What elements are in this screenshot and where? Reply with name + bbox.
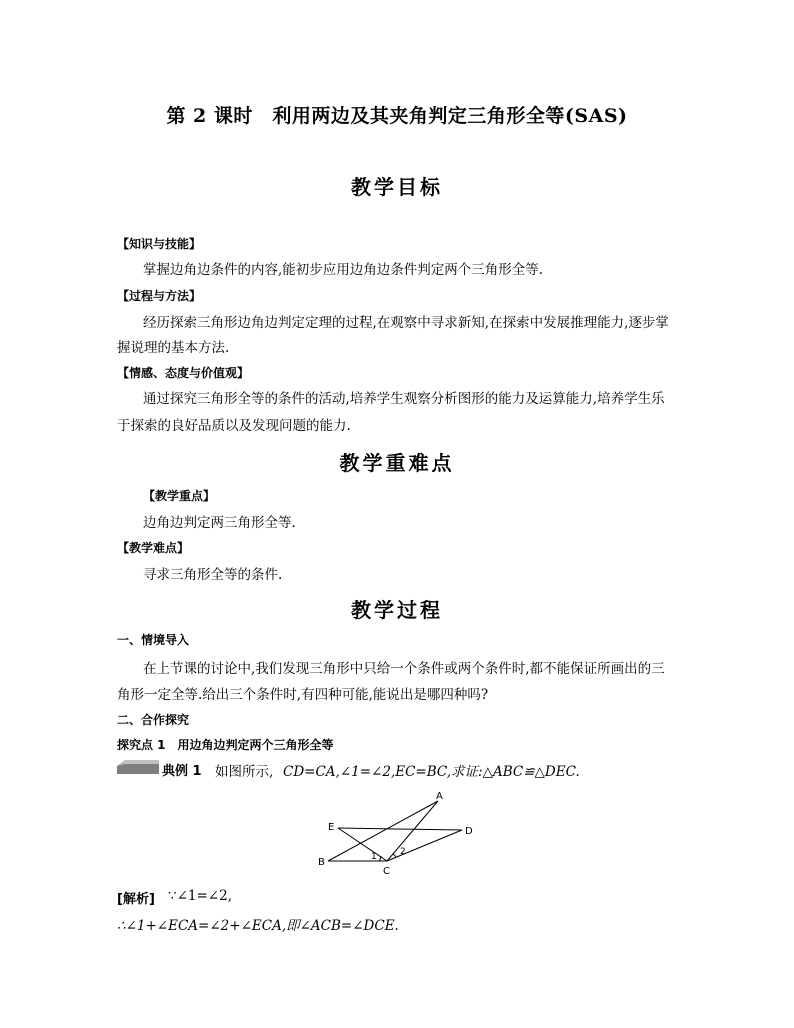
point-label-D: D <box>465 826 473 837</box>
page-title: 第 2 课时 利用两边及其夹角判定三角形全等(SAS) <box>166 105 628 127</box>
geometry-figure <box>310 788 485 878</box>
part2-heading: 二、合作探究 <box>117 713 190 727</box>
section-heading-key-difficult: 教学重难点 <box>339 451 455 475</box>
example-marker-icon <box>117 760 159 774</box>
angle-2-arc <box>393 854 396 857</box>
segment-CD <box>387 830 462 861</box>
part1-text-line1: 在上节课的讨论中,我们发现三角形中只给一个条件或两个条件时,都不能保证所画出的三 <box>143 661 665 677</box>
example-text: CD=CA,∠1=∠2,EC=BC,求证:△ABC≌△DEC. <box>283 764 580 780</box>
analysis-line2: ∴∠1+∠ECA=∠2+∠ECA,即∠ACB=∠DCE. <box>117 918 399 934</box>
process-methods-label: 【过程与方法】 <box>117 289 202 303</box>
example-text-prefix: 如图所示, <box>215 764 274 780</box>
analysis-line1: ∵∠1=∠2, <box>168 888 232 904</box>
section-heading-objectives: 教学目标 <box>351 175 443 199</box>
process-methods-text-line2: 握说理的基本方法. <box>117 340 230 356</box>
segment-CA <box>387 801 438 861</box>
segment-BA <box>328 801 438 861</box>
point-label-A: A <box>436 791 443 802</box>
point-label-E: E <box>328 822 335 833</box>
segment-ED <box>338 828 462 830</box>
point-label-B: B <box>318 857 325 868</box>
point-label-C: C <box>383 866 390 877</box>
analysis-label: [解析] <box>117 892 155 907</box>
knowledge-skills-text: 掌握边角边条件的内容,能初步应用边角边条件判定两个三角形全等. <box>143 262 544 278</box>
emotion-values-label: 【情感、态度与价值观】 <box>117 366 250 380</box>
knowledge-skills-label: 【知识与技能】 <box>117 237 202 251</box>
emotion-values-text-line1: 通过探究三角形全等的条件的活动,培养学生观察分析图形的能力及运算能力,培养学生乐 <box>143 391 665 407</box>
process-methods-text-line1: 经历探索三角形边角边判定定理的过程,在观察中寻求新知,在探索中发展推理能力,逐步掌 <box>143 315 669 331</box>
explore-point-heading: 探究点 1 用边角边判定两个三角形全等 <box>117 738 334 752</box>
difficult-point-text: 寻求三角形全等的条件. <box>143 567 283 583</box>
part1-heading: 一、情境导入 <box>117 633 190 647</box>
key-point-text: 边角边判定两三角形全等. <box>143 515 296 531</box>
emotion-values-text-line2: 于探索的良好品质以及发现问题的能力. <box>117 418 351 434</box>
angle-label-2: 2 <box>400 847 406 857</box>
part1-text-line2: 角形一定全等.给出三个条件时,有四种可能,能说出是哪四种吗? <box>117 687 489 703</box>
section-heading-process: 教学过程 <box>351 598 443 622</box>
key-point-label: 【教学重点】 <box>143 489 216 503</box>
angle-label-1: 1 <box>371 852 377 862</box>
example-label: 典例 1 <box>162 764 202 779</box>
difficult-point-label: 【教学难点】 <box>117 541 190 555</box>
